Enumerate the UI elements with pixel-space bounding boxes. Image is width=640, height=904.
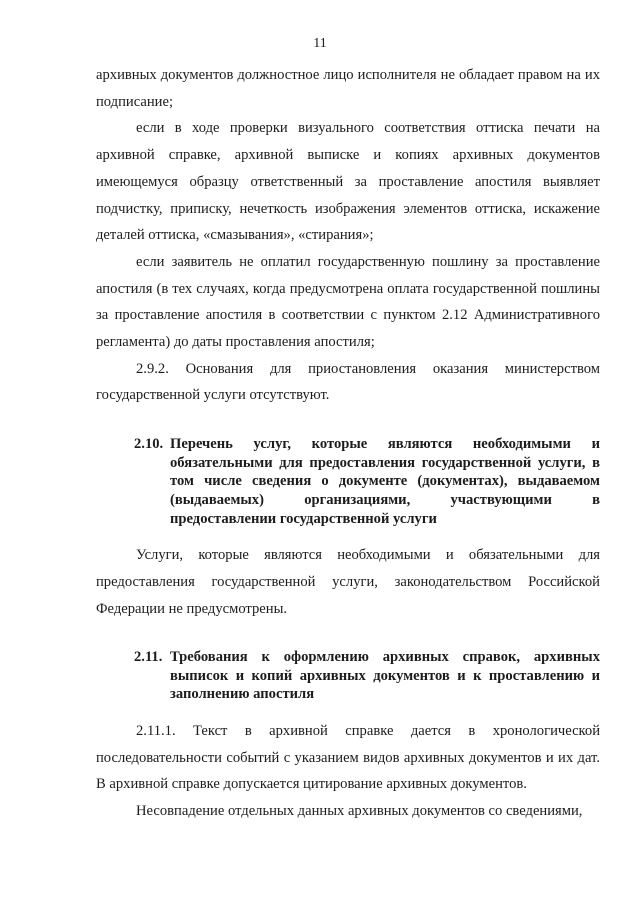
section-heading-2-11 [134,648,600,704]
page-number: 11 [313,36,327,51]
paragraph: если заявитель не оплатил государственную пошлину за проставление апостиля (в тех случаях, когда предусмотрена оплата государственной пошлины за проставление апостиля в соответствии с пунктом 2.12 Административного регламента) до даты проставления апостиля; [96,253,600,351]
paragraph: архивных документов должностное лицо исполнителя не обладает правом на их подписание; [96,67,600,110]
section-heading-2-10 [134,435,600,528]
paragraph: 2.9.2. Основания для приостановления оказания министерством государственной услуги отсутствуют. [96,360,600,404]
section-number: 2.11. [134,649,163,666]
section-number: 2.10. [134,436,164,453]
paragraph: Несовпадение отдельных данных архивных документов со сведениями, [136,803,583,820]
paragraph: если в ходе проверки визуального соответствия оттиска печати на архивной справке, архивной выписке и копиях архивных документов имеющемуся образцу ответственный за проставление апостиля выявляет подчистку, приписку, нечеткость изображения элементов оттиска, искажение деталей оттиска, «смазывания», «стирания»; [96,120,600,244]
document-body [96,62,600,825]
section-title: Требования к оформлению архивных справок, архивных выписок и копий архивных документов и к проставлению и заполнению апостиля [170,649,600,703]
section-title: Перечень услуг, которые являются необходимыми и обязательными для предоставления государственной услуги, в том числе сведения о документе (документах), выдаваемом (выдаваемых) организациями, участвующими в предоставлении государственной услуги [170,436,600,527]
paragraph: 2.11.1. Текст в архивной справке дается в хронологической последовательности событий с указанием видов архивных документов и их дат. В архивной справке допускается цитирование архивных документов. [96,723,600,793]
paragraph: Услуги, которые являются необходимыми и обязательными для предоставления государственной услуги, законодательством Российской Федерации не предусмотрены. [96,547,600,617]
